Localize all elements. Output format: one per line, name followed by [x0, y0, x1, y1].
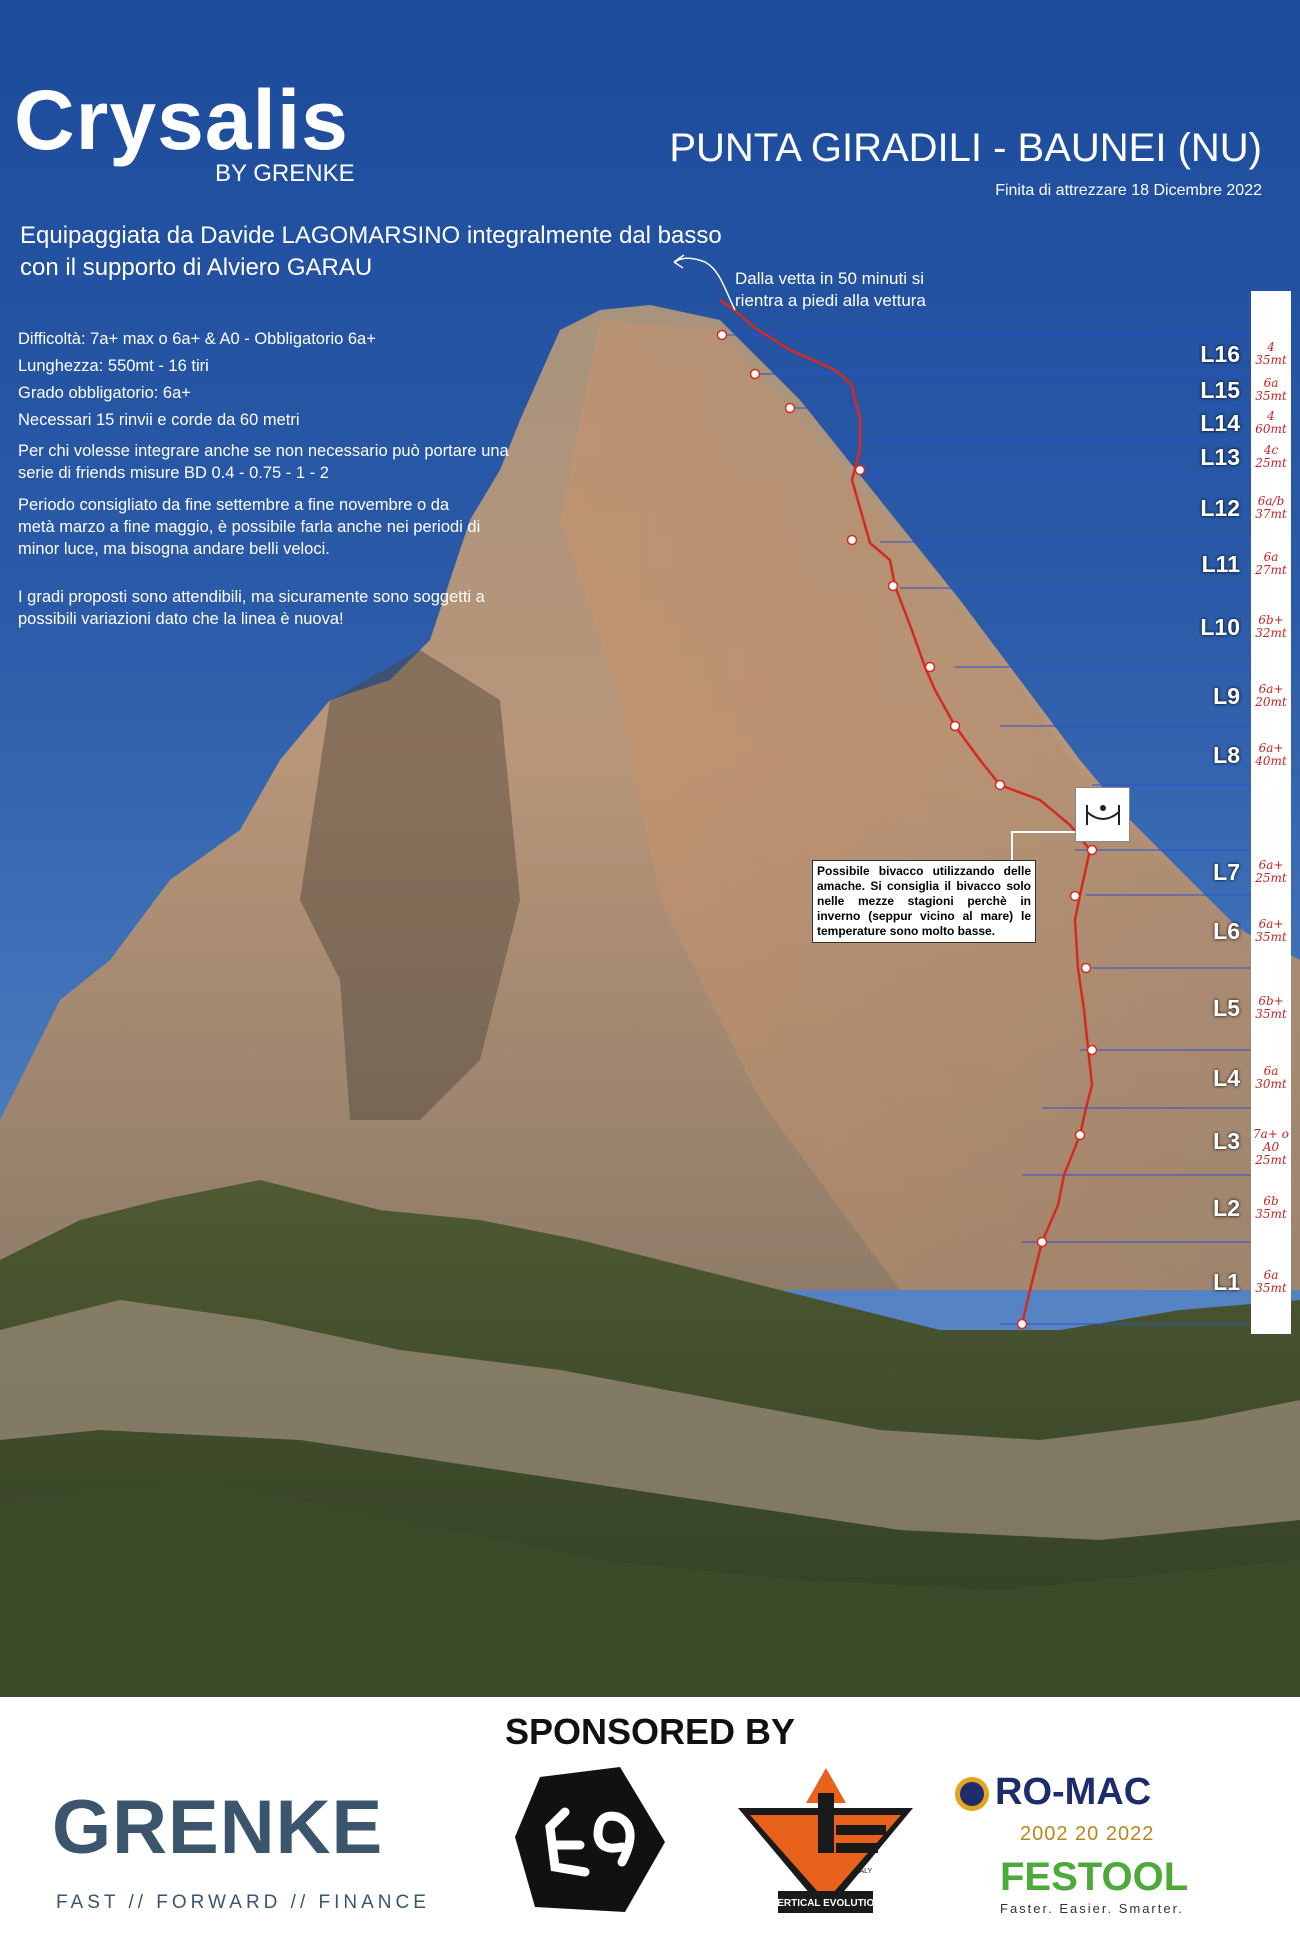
festool-tagline: Faster. Easier. Smarter.: [1000, 1901, 1184, 1916]
descent-note: [735, 268, 926, 312]
belay-point: [718, 331, 727, 340]
pitch-grade: [1252, 341, 1290, 367]
belay-point: [1076, 1131, 1085, 1140]
pitch-grade-value: 4c: [1263, 443, 1279, 457]
disclaimer-text: I gradi proposti sono attendibili, ma sicuramente sono soggetti a possibili variazioni dato che la linea è nuova!: [18, 588, 485, 628]
grenke-tagline: FAST // FORWARD // FINANCE: [56, 1892, 430, 1913]
pitch-grade: [1252, 995, 1290, 1021]
belay-point: [1082, 964, 1091, 973]
peak-title: PUNTA GIRADILI - BAUNEI (NU): [669, 126, 1262, 170]
pitch-length: 25mt: [1255, 1152, 1287, 1167]
pitch-grade-value: 6a: [1263, 550, 1279, 564]
sponsored-heading: SPONSORED BY: [504, 1711, 796, 1752]
gear-text: Necessari 15 rinvii e corde da 60 metri: [18, 411, 300, 429]
pitch-grade: [1252, 410, 1290, 436]
pitch-grade: [1252, 683, 1290, 709]
pitch-grade-value: 6a+: [1258, 916, 1284, 931]
pitch-label: L6: [1213, 917, 1240, 944]
vertical-evolution-logo: [738, 1763, 913, 1928]
pitch-grade-value: 6a/b: [1257, 494, 1285, 508]
festool-logo: FESTOOL: [1000, 1855, 1189, 1899]
pitch-length: 27mt: [1255, 563, 1287, 577]
romac-anniversary: 2002 20 2022: [1020, 1823, 1155, 1845]
pitch-length: 30mt: [1255, 1077, 1287, 1091]
pitch-length: 35mt: [1255, 929, 1287, 944]
pitch-grade-value: 6a+: [1258, 681, 1284, 696]
belay-point: [786, 404, 795, 413]
belay-point: [1088, 1046, 1097, 1055]
pitch-grade-value: 6a: [1263, 376, 1279, 390]
pitch-label: L14: [1200, 410, 1240, 436]
pitch-grade-value: 6a: [1263, 1064, 1279, 1078]
belay-point: [751, 370, 760, 379]
pitch-grade: [1252, 742, 1290, 768]
romac-wordmark: RO-MAC: [995, 1771, 1152, 1813]
belay-point: [1088, 846, 1097, 855]
pitch-length: 20mt: [1255, 694, 1287, 709]
descent-line: Dalla vetta in 50 minuti si: [735, 269, 924, 288]
credits: [20, 220, 722, 284]
pitch-length: 60mt: [1255, 422, 1287, 436]
credits-line: Equipaggiata da Davide LAGOMARSINO integralmente dal basso: [20, 222, 722, 249]
pitch-grade: [1252, 444, 1290, 470]
pitch-grade: [1252, 495, 1290, 521]
finish-date: Finita di attrezzare 18 Dicembre 2022: [995, 182, 1262, 199]
pitch-grade: [1252, 1128, 1290, 1167]
e9-logo: [510, 1767, 670, 1922]
pitch-label: L4: [1213, 1065, 1240, 1091]
pitch-grade-value: 6b+: [1258, 612, 1284, 627]
pitch-length: 35mt: [1255, 389, 1287, 403]
pitch-length: 35mt: [1255, 352, 1287, 367]
pitch-grade-value: 6a+: [1258, 740, 1284, 755]
season-text: Periodo consigliato da fine settembre a fine novembre o da metà marzo a fine maggio, è possibile farla anche nei periodi di minor luce, ma bisogna andare belli veloci.: [18, 496, 481, 558]
pitch-label: L1: [1213, 1269, 1240, 1295]
pitch-grade-value: 6b: [1263, 1193, 1279, 1208]
pitch-grade: [1252, 859, 1290, 885]
pitch-grade: [1252, 1269, 1290, 1295]
pitch-label: L10: [1200, 613, 1240, 640]
pitch-grade: [1252, 1065, 1290, 1091]
pitch-length: 35mt: [1255, 1206, 1287, 1221]
pitch-grade-value: 7a+ o A0: [1253, 1126, 1289, 1154]
pitch-grade: [1252, 1195, 1290, 1221]
friends-text: Per chi volesse integrare anche se non necessario può portare una serie di friends misure BD 0.4 - 0.75 - 1 - 2: [18, 442, 509, 482]
belay-point: [848, 536, 857, 545]
descent-line: rientra a piedi alla vettura: [735, 291, 926, 310]
romac-logo: [955, 1771, 1151, 1814]
bivouac-note: Possibile bivacco utilizzando delle amache. Si consiglia il bivacco solo nelle mezze stagioni perchè in inverno (seppur vicino al mare) le temperature sono molto basse.: [812, 860, 1036, 943]
length-text: Lunghezza: 550mt - 16 tiri: [18, 357, 209, 375]
pitch-label: L7: [1213, 858, 1240, 885]
pitch-label: L8: [1213, 741, 1240, 768]
belay-point: [1038, 1238, 1047, 1247]
belay-point: [926, 663, 935, 672]
pitch-grade-value: 6a: [1263, 1268, 1279, 1282]
pitch-length: 35mt: [1255, 1007, 1287, 1021]
romac-gear-icon: [955, 1777, 989, 1811]
pitch-label: L9: [1213, 682, 1240, 709]
pitch-grade-value: 4: [1267, 409, 1275, 423]
route-info: [18, 326, 518, 630]
pitch-label: L16: [1200, 340, 1240, 367]
hammock-icon: [1075, 787, 1130, 842]
credits-line: con il supporto di Alviero GARAU: [20, 254, 373, 281]
belay-point: [951, 722, 960, 731]
pitch-length: 37mt: [1255, 507, 1287, 521]
pitch-label: L2: [1213, 1194, 1240, 1221]
belay-point: [996, 781, 1005, 790]
belay-point: [1018, 1320, 1027, 1329]
pitch-grade: [1252, 918, 1290, 944]
pitch-grade-value: 6a+: [1258, 857, 1284, 872]
difficulty-text: Difficoltà: 7a+ max o 6a+ & A0 - Obbligatorio 6a+: [18, 330, 376, 348]
pitch-label: L3: [1213, 1127, 1240, 1154]
sponsor-footer: [0, 1697, 1300, 1950]
pitch-grade: [1252, 551, 1290, 577]
belay-point: [889, 582, 898, 591]
vertical-country: ITALY: [853, 1868, 873, 1875]
pitch-grade-value: 4: [1267, 339, 1275, 354]
pitch-length: 25mt: [1255, 870, 1287, 885]
belay-point: [856, 466, 865, 475]
pitch-label: L11: [1201, 551, 1240, 577]
brand-title: Crysalis: [14, 73, 349, 167]
pitch-grade: [1252, 377, 1290, 403]
pitch-length: 32mt: [1255, 625, 1287, 640]
vertical-wordmark: VERTICAL EVOLUTION: [770, 1898, 882, 1909]
pitch-length: 40mt: [1255, 753, 1287, 768]
pitch-grade: [1252, 614, 1290, 640]
mandatory-grade-text: Grado obbligatorio: 6a+: [18, 384, 191, 402]
pitch-label: L12: [1200, 495, 1240, 521]
pitch-label: L13: [1200, 444, 1240, 470]
grenke-logo: GRENKE: [52, 1785, 384, 1870]
pitch-label: L15: [1200, 377, 1240, 403]
pitch-length: 35mt: [1255, 1281, 1287, 1295]
pitch-length: 25mt: [1255, 456, 1287, 470]
brand-subtitle: BY GRENKE: [215, 160, 355, 187]
pitch-grade-value: 6b+: [1258, 994, 1284, 1008]
belay-point: [1071, 892, 1080, 901]
pitch-label: L5: [1213, 995, 1240, 1021]
